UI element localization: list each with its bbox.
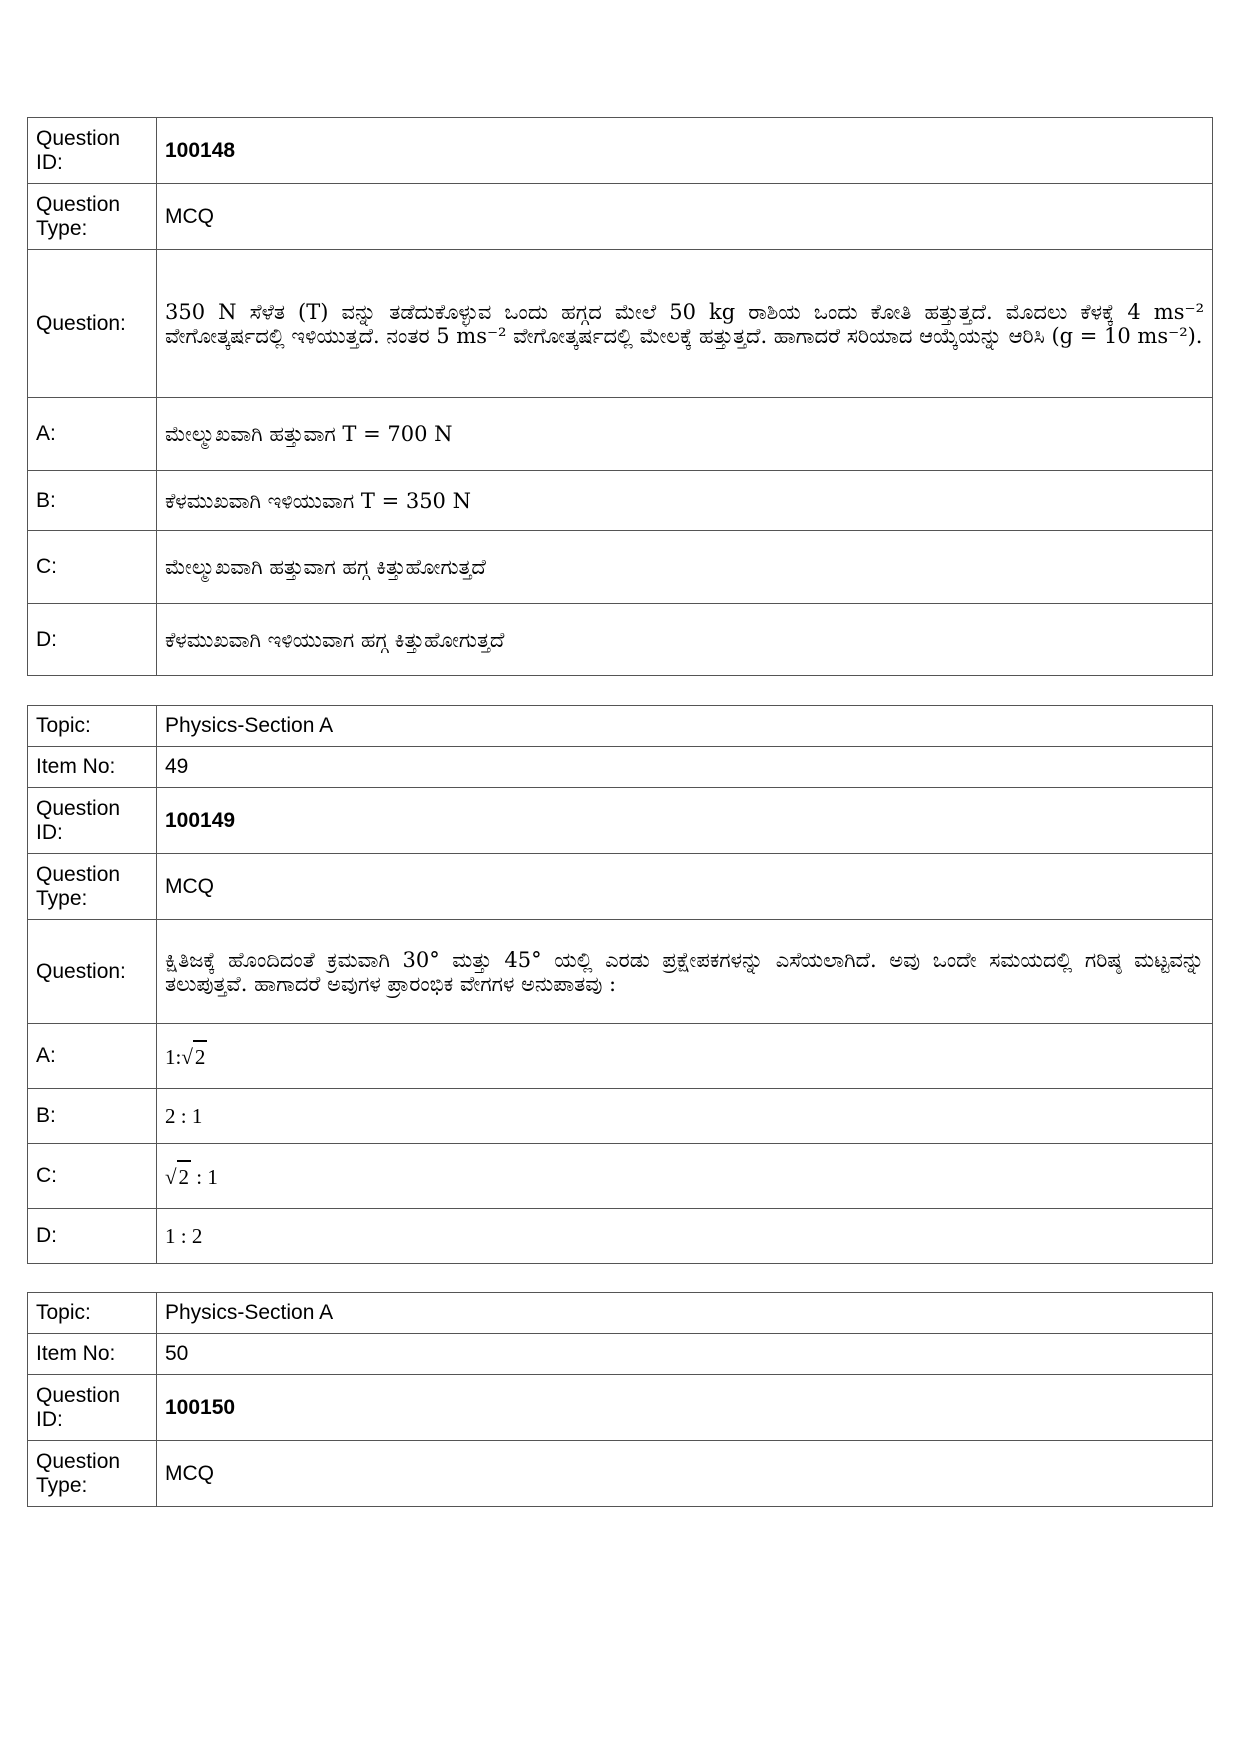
option-a-radicand: 2 (193, 1040, 208, 1072)
option-text-b: ಕೆಳಮುಖವಾಗಿ ಇಳಿಯುವಾಗ T = 350 N (157, 471, 1213, 531)
option-label-d: D: (28, 1209, 157, 1264)
option-text-b: 2 : 1 (157, 1089, 1213, 1144)
option-label-c: C: (28, 531, 157, 604)
sqrt-symbol: √2 (181, 1040, 207, 1072)
option-label-d: D: (28, 604, 157, 676)
topic-label: Topic: (28, 1293, 157, 1334)
topic-label: Topic: (28, 706, 157, 747)
question-label: Question: (28, 250, 157, 398)
question-type-value: MCQ (157, 1441, 1213, 1507)
question-id-label: Question ID: (28, 118, 157, 184)
option-text-a: ಮೇಲ್ಮುಖವಾಗಿ ಹತ್ತುವಾಗ T = 700 N (157, 398, 1213, 471)
option-c-radicand: 2 (177, 1160, 192, 1192)
option-label-b: B: (28, 471, 157, 531)
item-no-label: Item No: (28, 747, 157, 788)
option-text-c (157, 1144, 1213, 1209)
topic-value: Physics-Section A (157, 1293, 1213, 1334)
question-table-100149 (27, 705, 1213, 1264)
question-type-label: Question Type: (28, 184, 157, 250)
question-id-value: 100150 (157, 1375, 1213, 1441)
question-text: ಕ್ಷಿತಿಜಕ್ಕೆ ಹೊಂದಿದಂತೆ ಕ್ರಮವಾಗಿ 30° ಮತ್ತು 45° ಯಲ್ಲಿ ಎರಡು ಪ್ರಕ್ಷೇಪಕಗಳನ್ನು ಎಸೆಯಲಾಗಿದೆ. ಅವು ಒಂದೇ ಸಮಯದಲ್ಲಿ ಗರಿಷ್ಠ ಮಟ್ಟವನ್ನು ತಲುಪುತ್ತವೆ. ಹಾಗಾದರೆ ಅವುಗಳ ಪ್ರಾರಂಭಿಕ ವೇಗಗಳ ಅನುಪಾತವು : (157, 920, 1213, 1024)
question-id-label: Question ID: (28, 788, 157, 854)
question-type-label: Question Type: (28, 854, 157, 920)
question-type-label: Question Type: (28, 1441, 157, 1507)
option-label-c: C: (28, 1144, 157, 1209)
option-c-right: : 1 (191, 1165, 218, 1189)
item-no-value: 49 (157, 747, 1213, 788)
option-text-a (157, 1024, 1213, 1089)
question-type-value: MCQ (157, 184, 1213, 250)
option-label-a: A: (28, 398, 157, 471)
question-label: Question: (28, 920, 157, 1024)
question-id-value: 100148 (157, 118, 1213, 184)
option-a-left: 1: (165, 1045, 182, 1069)
option-text-c: ಮೇಲ್ಮುಖವಾಗಿ ಹತ್ತುವಾಗ ಹಗ್ಗ ಕಿತ್ತುಹೋಗುತ್ತದೆ (157, 531, 1213, 604)
topic-value: Physics-Section A (157, 706, 1213, 747)
question-table-100148 (27, 117, 1213, 676)
option-text-d: 1 : 2 (157, 1209, 1213, 1264)
question-table-100150 (27, 1292, 1213, 1507)
sqrt-symbol: √2 (165, 1160, 191, 1192)
option-label-b: B: (28, 1089, 157, 1144)
item-no-value: 50 (157, 1334, 1213, 1375)
question-id-value: 100149 (157, 788, 1213, 854)
option-text-d: ಕೆಳಮುಖವಾಗಿ ಇಳಿಯುವಾಗ ಹಗ್ಗ ಕಿತ್ತುಹೋಗುತ್ತದೆ (157, 604, 1213, 676)
question-type-value: MCQ (157, 854, 1213, 920)
question-text: 350 N ಸೆಳೆತ (T) ವನ್ನು ತಡೆದುಕೊಳ್ಳುವ ಒಂದು ಹಗ್ಗದ ಮೇಲೆ 50 kg ರಾಶಿಯ ಒಂದು ಕೋತಿ ಹತ್ತುತ್ತದೆ. ಮೊದಲು ಕೆಳಕ್ಕೆ 4 ms⁻² ವೇಗೋತ್ಕರ್ಷದಲ್ಲಿ ಇಳಿಯುತ್ತದೆ. ನಂತರ 5 ms⁻² ವೇಗೋತ್ಕರ್ಷದಲ್ಲಿ ಮೇಲಕ್ಕೆ ಹತ್ತುತ್ತದೆ. ಹಾಗಾದರೆ ಸರಿಯಾದ ಆಯ್ಕೆಯನ್ನು ಆರಿಸಿ (g = 10 ms⁻²). (157, 250, 1213, 398)
item-no-label: Item No: (28, 1334, 157, 1375)
option-label-a: A: (28, 1024, 157, 1089)
question-id-label: Question ID: (28, 1375, 157, 1441)
